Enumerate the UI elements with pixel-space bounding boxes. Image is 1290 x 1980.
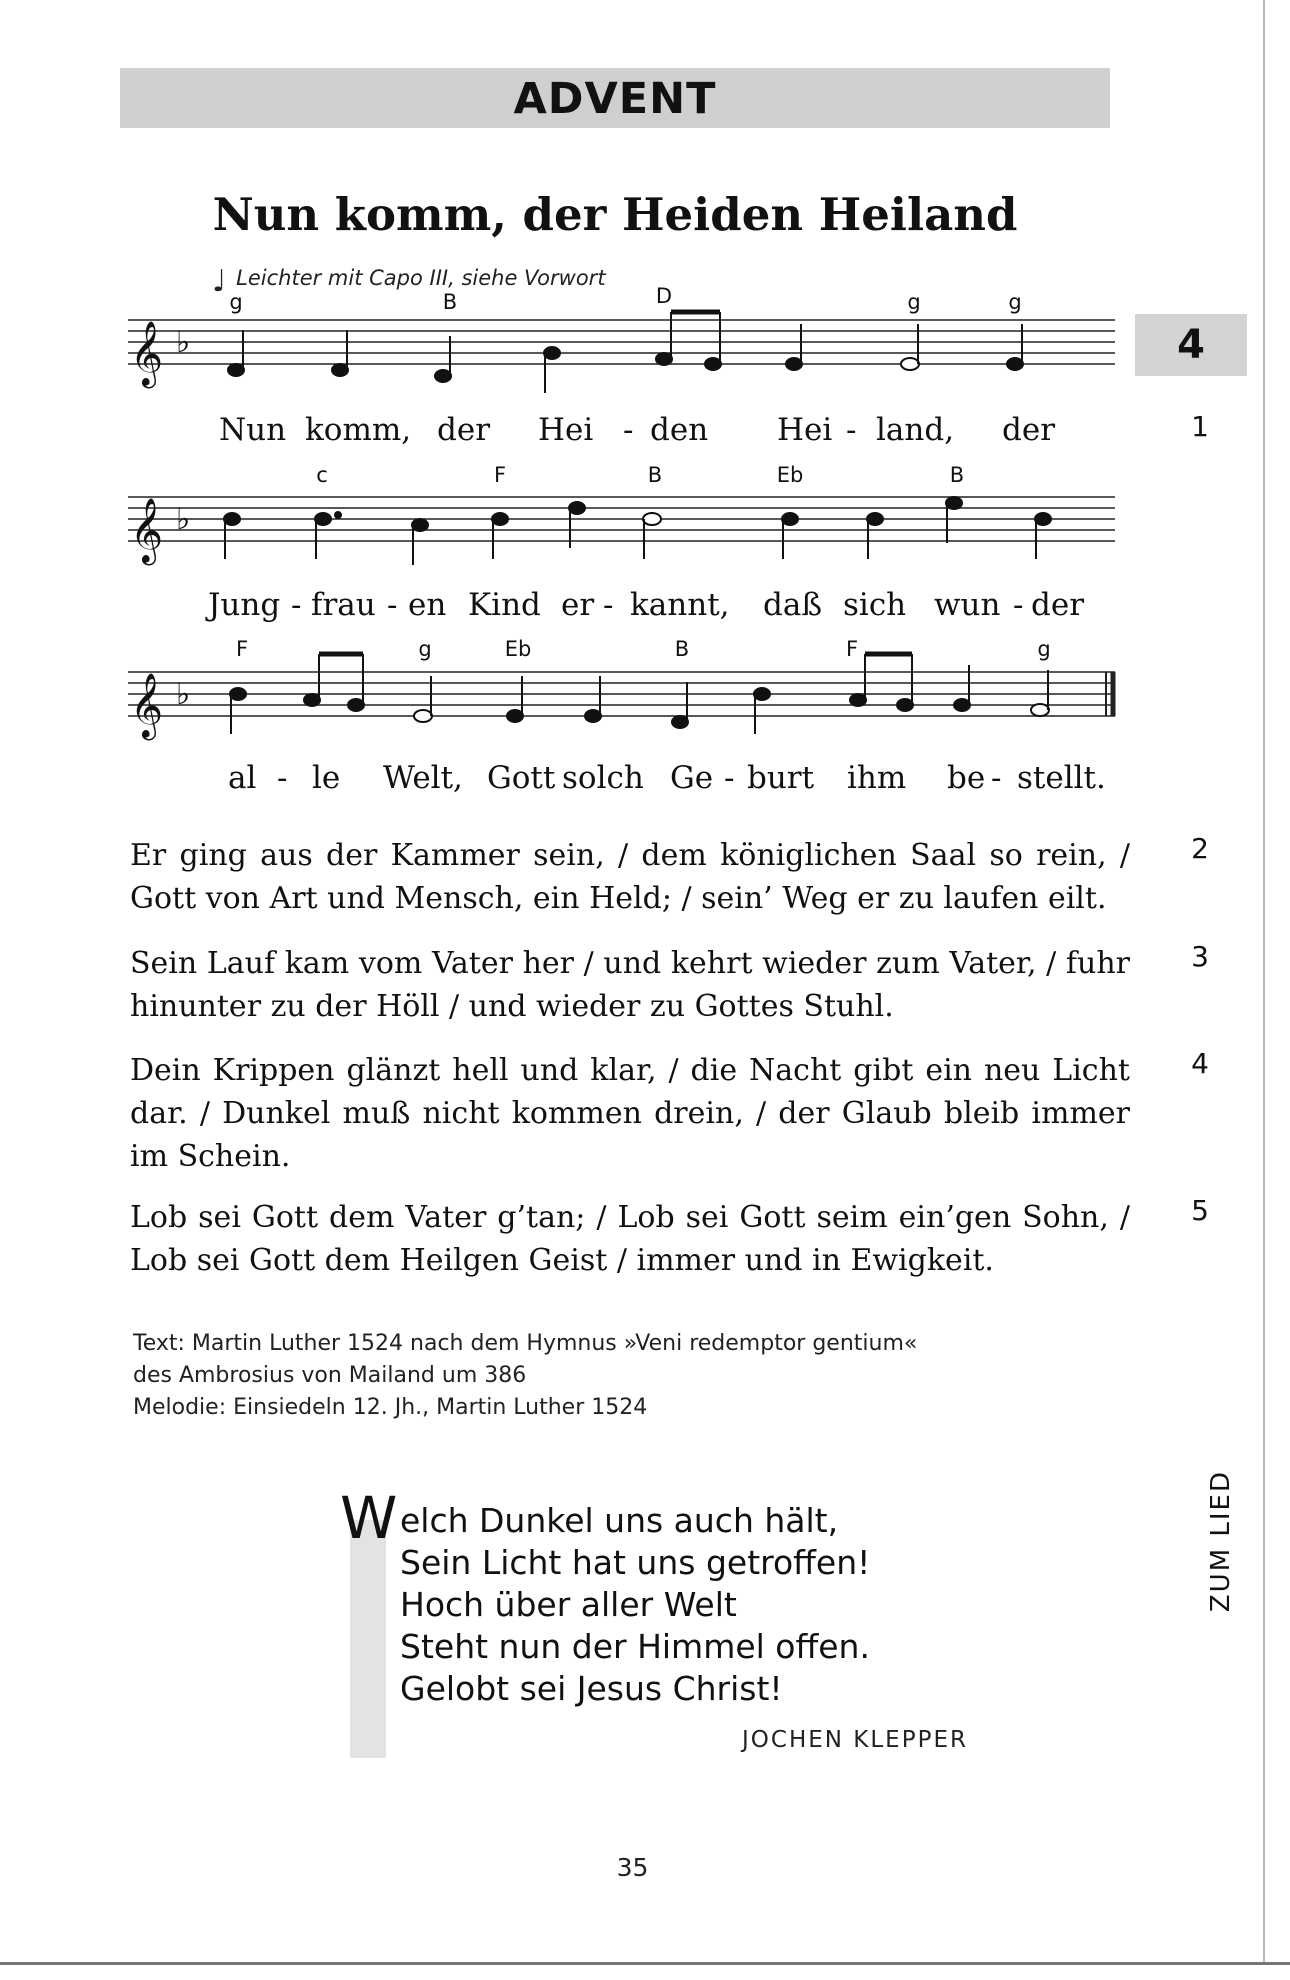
quote-block	[400, 1500, 1100, 1710]
treble-clef-icon: 𝄞	[130, 498, 164, 563]
chord-symbol: B	[674, 637, 690, 661]
flat-icon: ♭	[176, 325, 191, 360]
chord-symbol: F	[235, 637, 249, 661]
lyric-syllable: Hei	[538, 412, 594, 448]
credit-line: Melodie: Einsiedeln 12. Jh., Martin Luther 1524	[133, 1395, 648, 1420]
lyric-syllable: le	[312, 760, 341, 796]
lyric-syllable: der	[437, 412, 491, 448]
quote-line: Sein Licht hat uns getroffen!	[400, 1543, 871, 1582]
lyric-syllable: -	[387, 587, 398, 623]
song-credits	[133, 1328, 1033, 1424]
credit-line: des Ambrosius von Mailand um 386	[133, 1363, 527, 1388]
chord-symbol: F	[493, 463, 507, 487]
chord-symbol: g	[418, 637, 432, 661]
quote-line: elch Dunkel uns auch hält,	[400, 1501, 839, 1540]
page-number: 35	[616, 1853, 649, 1882]
verse-text: Dein Krippen glänzt hell und klar, / die Nacht gibt ein neu Licht dar. / Dunkel muß nicht kommen drein, / der Glaub bleib immer im Schein.	[130, 1053, 1130, 1174]
lyric-syllable: -	[277, 760, 288, 796]
quote-dropcap: W	[340, 1484, 398, 1552]
lyric-syllable: er	[561, 587, 595, 623]
music-staves	[0, 0, 1290, 800]
side-label: ZUM LIED	[1206, 1470, 1236, 1613]
chord-symbol: g	[907, 290, 921, 314]
quote-author: JOCHEN KLEPPER	[742, 1727, 968, 1753]
lyric-syllable: Hei	[777, 412, 833, 448]
lyric-syllable: Kind	[468, 587, 541, 623]
song-number-tab: 4	[1135, 314, 1247, 376]
lyric-syllable: wun	[934, 587, 1001, 623]
lyric-syllable: -	[724, 760, 735, 796]
chord-symbol: F	[845, 637, 859, 661]
lyric-syllable: daß	[763, 587, 823, 623]
lyric-syllable: Nun	[219, 412, 287, 448]
lyric-syllable: Jung	[208, 587, 281, 623]
lyric-syllable: komm,	[305, 412, 412, 448]
staff-system-1	[128, 320, 1115, 364]
chord-symbol: B	[949, 463, 965, 487]
treble-clef-icon: 𝄞	[130, 673, 164, 738]
chord-symbol: D	[655, 284, 673, 308]
lyric-syllable: solch	[562, 760, 644, 796]
lyric-syllable: der	[1002, 412, 1056, 448]
verse-number: 4	[1191, 1047, 1209, 1080]
verse-text: Lob sei Gott dem Vater g’tan; / Lob sei Gott seim ein’gen Sohn, / Lob sei Gott dem Heilgen Geist / immer und in Ewigkeit.	[130, 1200, 1130, 1278]
verse-text: Sein Lauf kam vom Vater her / und kehrt wieder zum Vater, / fuhr hinunter zu der Höll / und wieder zu Gottes Stuhl.	[130, 946, 1130, 1024]
chord-symbol: B	[442, 290, 458, 314]
tempo-text: Leichter mit Capo III, siehe Vorwort	[236, 266, 606, 290]
quarter-note-icon: ♩	[212, 264, 227, 299]
lyric-syllable: Gott	[487, 760, 556, 796]
lyric-syllable: -	[291, 587, 302, 623]
lyric-syllable: sich	[843, 587, 907, 623]
lyric-syllable: Welt,	[383, 760, 463, 796]
treble-clef-icon: 𝄞	[130, 321, 164, 386]
quote-accent-bar	[350, 1520, 386, 1758]
clefs-and-keys	[130, 321, 190, 740]
chord-symbol: Eb	[776, 463, 804, 487]
lyric-syllable: den	[650, 412, 709, 448]
lyric-syllable: -	[846, 412, 857, 448]
lyric-syllable: ihm	[847, 760, 907, 796]
credit-line: Text: Martin Luther 1524 nach dem Hymnus »Veni redemptor gentium«	[133, 1331, 918, 1356]
page-edge	[0, 1962, 1290, 1965]
lyric-syllable: -	[603, 587, 614, 623]
quote-line: Gelobt sei Jesus Christ!	[400, 1669, 783, 1708]
lyric-syllable: burt	[747, 760, 815, 796]
chord-symbol: c	[316, 463, 328, 487]
lyric-syllable: der	[1031, 587, 1085, 623]
verse-text: Er ging aus der Kammer sein, / dem königlichen Saal so rein, / Gott von Art und Mensch, ein Held; / sein’ Weg er zu laufen eilt.	[130, 838, 1130, 916]
section-title: ADVENT	[513, 74, 717, 124]
chord-symbol: g	[1008, 290, 1022, 314]
quote-line: Steht nun der Himmel offen.	[400, 1627, 870, 1666]
verse-number: 5	[1191, 1194, 1209, 1227]
lyric-syllable: kannt,	[630, 587, 730, 623]
lyric-syllable: al	[228, 760, 257, 796]
lyric-syllable: stellt.	[1017, 760, 1106, 796]
chord-symbol: g	[1037, 637, 1051, 661]
lyric-syllable: land,	[876, 412, 955, 448]
lyric-syllable: -	[1013, 587, 1024, 623]
flat-icon: ♭	[176, 502, 191, 537]
lyric-syllable: frau	[311, 587, 376, 623]
flat-icon: ♭	[176, 677, 191, 712]
verse-number: 1	[1191, 410, 1209, 443]
staff-system-2	[128, 497, 1115, 541]
quote-line: Hoch über aller Welt	[400, 1585, 737, 1624]
lyric-syllable: Ge	[670, 760, 714, 796]
verse-number: 3	[1191, 940, 1209, 973]
chord-symbol: Eb	[504, 637, 532, 661]
lyric-syllable: en	[408, 587, 447, 623]
chord-symbol: B	[647, 463, 663, 487]
lyric-syllable: -	[623, 412, 634, 448]
chord-symbol: g	[229, 290, 243, 314]
lyric-syllable: -	[991, 760, 1002, 796]
verse-number: 2	[1191, 832, 1209, 865]
song-title: Nun komm, der Heiden Heiland	[212, 188, 1018, 241]
lyric-syllable: be	[947, 760, 986, 796]
